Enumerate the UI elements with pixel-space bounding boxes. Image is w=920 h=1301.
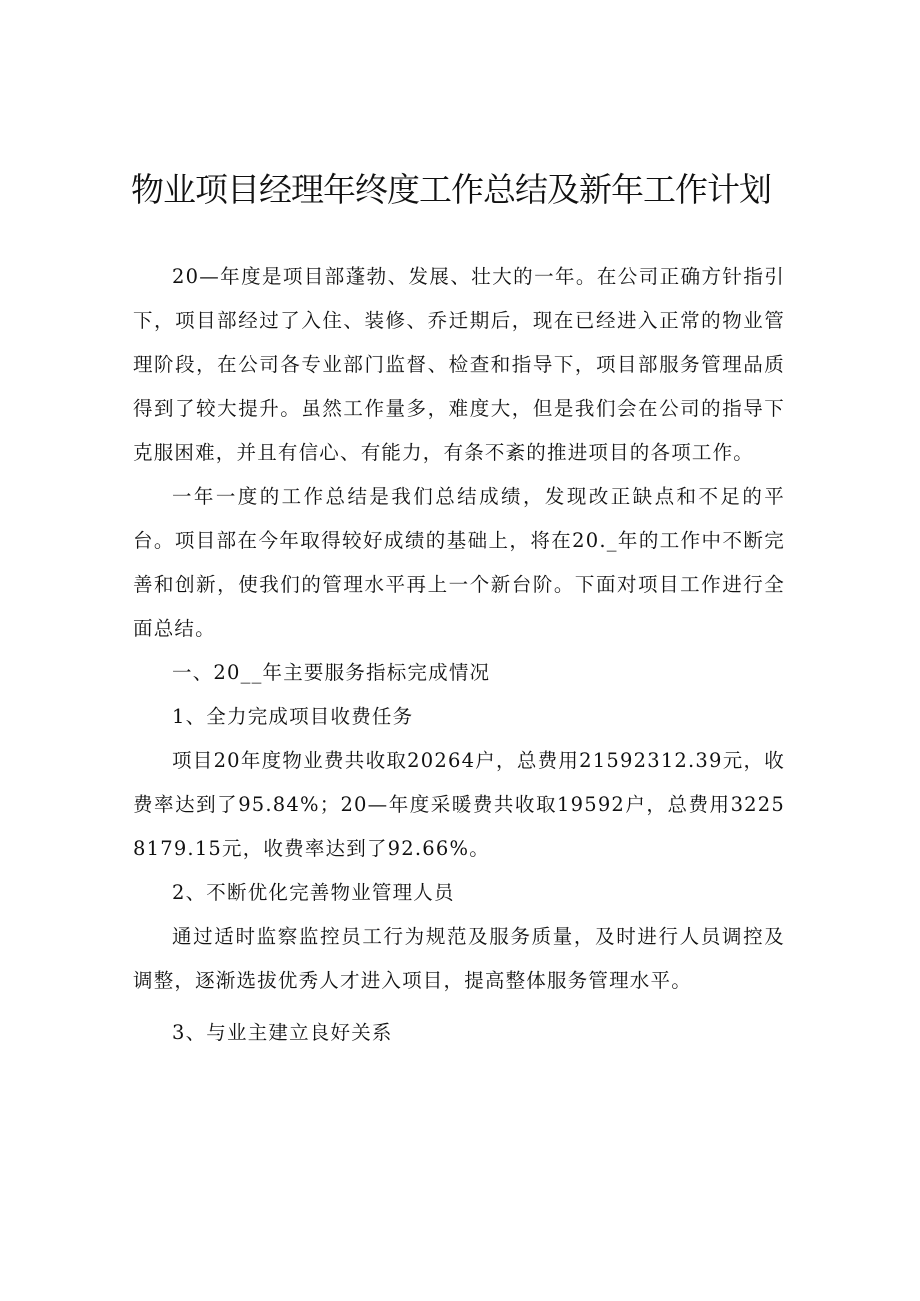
- item-1-heading: 1、全力完成项目收费任务: [172, 705, 414, 728]
- document-body: [133, 255, 785, 1055]
- item-3-heading: 3、与业主建立良好关系: [172, 1021, 393, 1044]
- item-2-heading: 2、不断优化完善物业管理人员: [172, 881, 455, 904]
- item-1-text: 项目20年度物业费共收取20264户，总费用21592312.39元，收费率达到了95.84%；20—年度采暖费共收取19592户，总费用32258179.15元，收费率达到了92.66%。: [133, 749, 785, 860]
- summary-paragraph: 一年一度的工作总结是我们总结成绩，发现改正缺点和不足的平台。项目部在今年取得较好成绩的基础上，将在20._年的工作中不断完善和创新，使我们的管理水平再上一个新台阶。下面对项目工作进行全面总结。: [133, 485, 785, 640]
- intro-paragraph: 20—年度是项目部蓬勃、发展、壮大的一年。在公司正确方针指引下，项目部经过了入住、装修、乔迁期后，现在已经进入正常的物业管理阶段，在公司各专业部门监督、检查和指导下，项目部服务管理品质得到了较大提升。虽然工作量多，难度大，但是我们会在公司的指导下克服困难，并且有信心、有能力，有条不紊的推进项目的各项工作。: [133, 265, 785, 464]
- document-title: 物业项目经理年终度工作总结及新年工作计划: [131, 170, 771, 209]
- section-heading: 一、20__年主要服务指标完成情况: [172, 661, 491, 684]
- item-2-text: 通过适时监察监控员工行为规范及服务质量，及时进行人员调控及调整，逐渐选拔优秀人才进入项目，提高整体服务管理水平。: [133, 925, 785, 992]
